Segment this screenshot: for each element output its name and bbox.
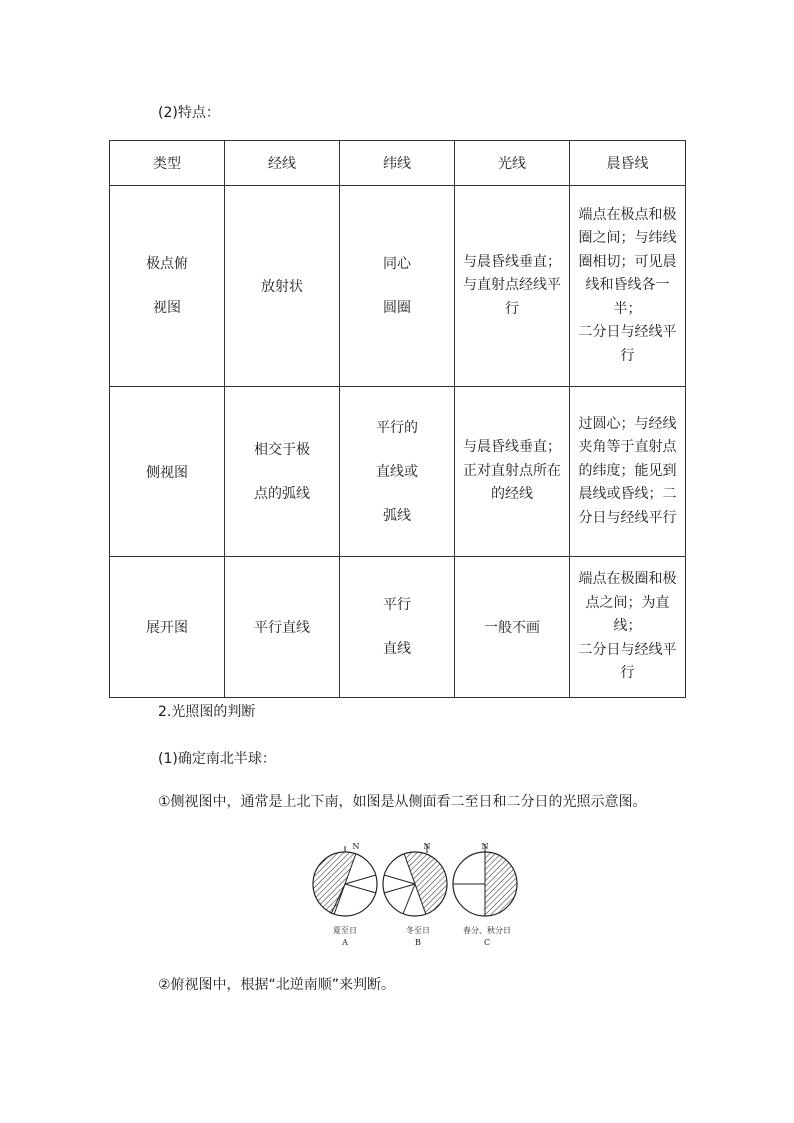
table-cell: 平行 直线 bbox=[340, 557, 455, 698]
heading-illumination-judgment: 2.光照图的判断 bbox=[158, 704, 256, 720]
characteristics-table bbox=[109, 140, 686, 698]
caption-a-letter: A bbox=[342, 938, 348, 947]
latitude-line bbox=[403, 884, 415, 914]
table-row bbox=[110, 186, 686, 387]
caption-b-letter: B bbox=[415, 938, 421, 947]
sunlight-line bbox=[384, 875, 415, 884]
table-header-row bbox=[110, 141, 686, 186]
table-cell: 相交于极 点的弧线 bbox=[225, 387, 340, 557]
table-cell: 同心 圆圈 bbox=[340, 186, 455, 387]
caption-b-name: 冬至日 bbox=[406, 926, 430, 935]
solstice-equinox-figure bbox=[305, 840, 535, 955]
table-cell: 与晨昏线垂直； 与直射点经线平 行 bbox=[455, 186, 570, 387]
north-label-c: N bbox=[481, 842, 489, 851]
table-cell: 平行的 直线或 弧线 bbox=[340, 387, 455, 557]
paragraph-top-view: ②俯视图中，根据“北逆南顺”来判断。 bbox=[158, 977, 396, 993]
header-type: 类型 bbox=[110, 141, 225, 186]
header-meridian: 经线 bbox=[225, 141, 340, 186]
table-row bbox=[110, 387, 686, 557]
night-side-shading bbox=[485, 850, 519, 918]
table-cell: 端点在极点和极 圈之间；与纬线 圈相切；可见晨 线和昏线各一半； 二分日与经线平 行 bbox=[570, 186, 686, 387]
table-cell: 与晨昏线垂直； 正对直射点所在 的经线 bbox=[455, 387, 570, 557]
latitude-line bbox=[384, 884, 415, 893]
table-cell: 放射状 bbox=[225, 186, 340, 387]
sunlight-line bbox=[345, 875, 376, 884]
paragraph-side-view: ①侧视图中，通常是上北下南，如图是从侧面看二至日和二分日的光照示意图。 bbox=[158, 794, 647, 810]
table-cell: 一般不画 bbox=[455, 557, 570, 698]
latitude-line bbox=[345, 884, 376, 893]
table-cell: 端点在极圈和极 点之间；为直线； 二分日与经线平 行 bbox=[570, 557, 686, 698]
table-cell: 过圆心；与经线 夹角等于直射点 的纬度；能见到 晨线或昏线；二 分日与经线平行 bbox=[570, 387, 686, 557]
header-parallel: 纬线 bbox=[340, 141, 455, 186]
table-cell: 侧视图 bbox=[110, 387, 225, 557]
north-label-a: N bbox=[352, 842, 360, 851]
caption-a-name: 夏至日 bbox=[333, 926, 357, 935]
header-sunlight: 光线 bbox=[455, 141, 570, 186]
subheading-hemisphere: (1)确定南北半球： bbox=[158, 751, 276, 767]
table-cell: 极点俯 视图 bbox=[110, 186, 225, 387]
caption-c-name: 春分、秋分日 bbox=[463, 926, 511, 935]
header-terminator: 晨昏线 bbox=[570, 141, 686, 186]
table-row bbox=[110, 557, 686, 698]
caption-c-letter: C bbox=[483, 938, 491, 947]
table-cell: 平行直线 bbox=[225, 557, 340, 698]
table-cell: 展开图 bbox=[110, 557, 225, 698]
globe-winter-solstice bbox=[383, 844, 455, 923]
north-label-b: N bbox=[423, 842, 431, 851]
section-title-characteristics: (2)特点： bbox=[158, 105, 220, 121]
globe-equinox bbox=[453, 844, 519, 918]
globe-summer-solstice bbox=[305, 845, 377, 923]
